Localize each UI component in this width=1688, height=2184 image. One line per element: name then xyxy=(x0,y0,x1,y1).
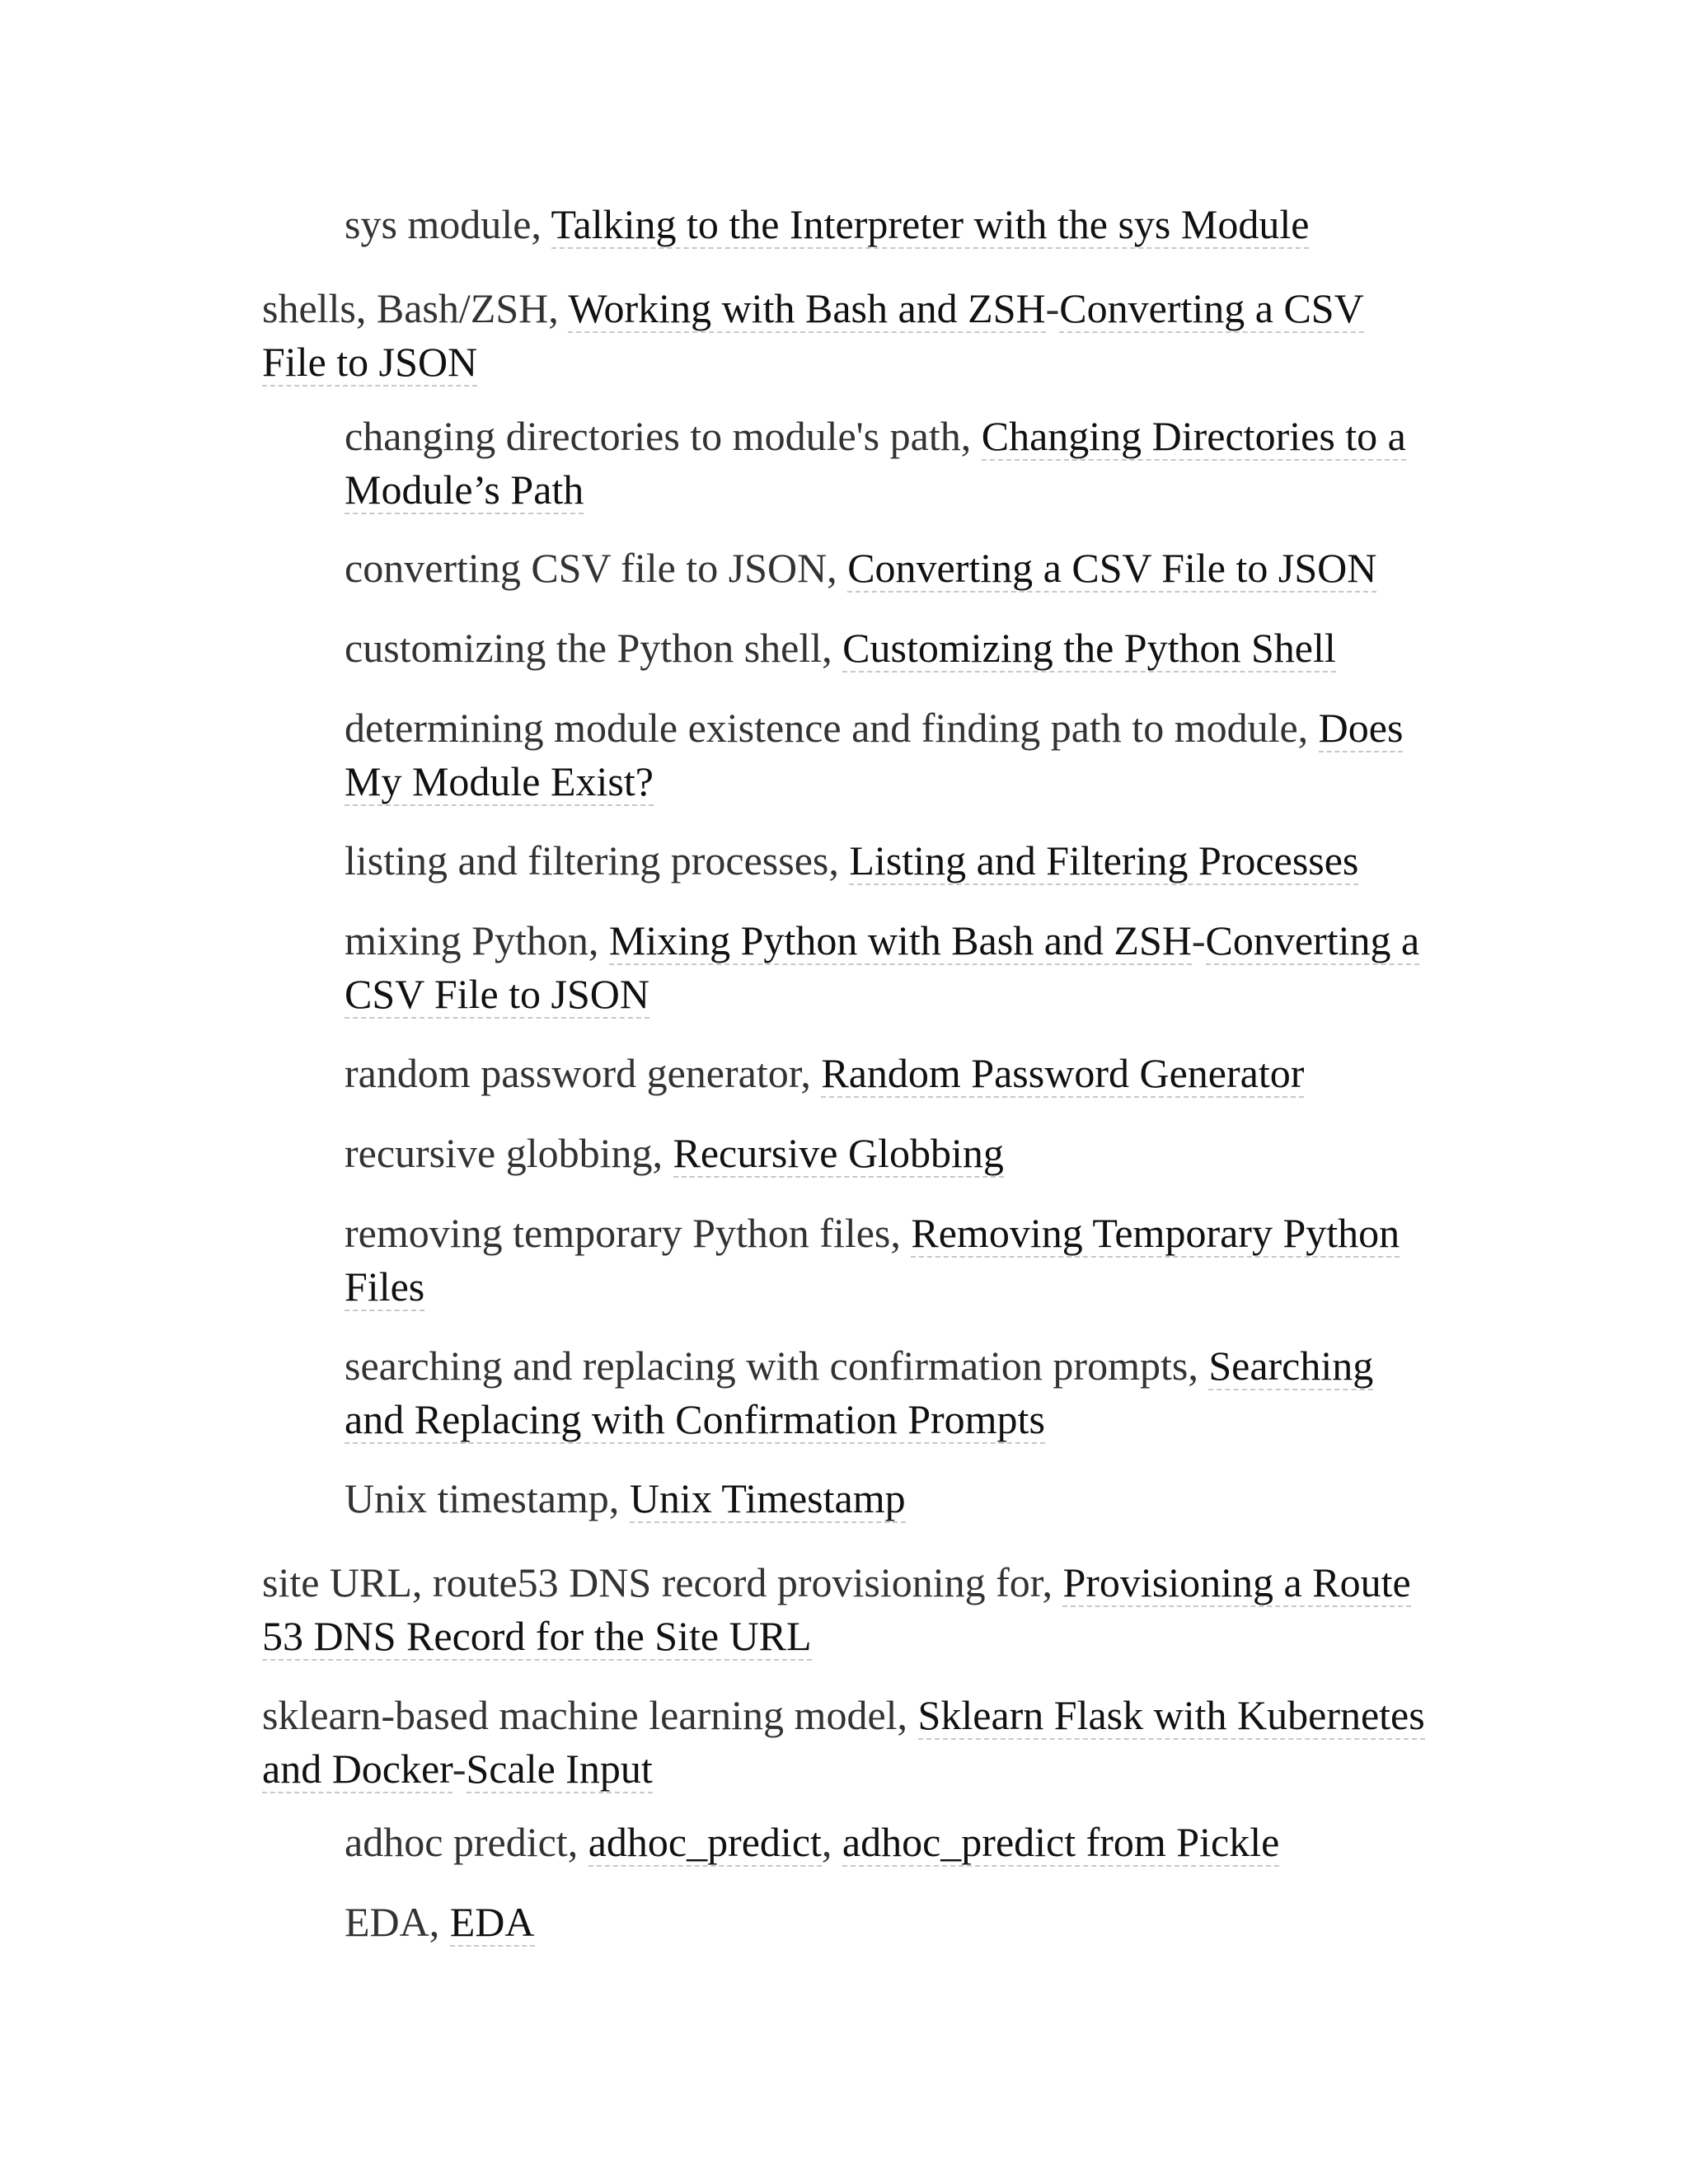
index-term: recursive globbing, xyxy=(345,1130,673,1176)
index-entry-shells xyxy=(262,282,1432,389)
index-entry-recursive-globbing xyxy=(345,1127,1432,1180)
index-link[interactable]: Does My Module Exist? xyxy=(345,705,1404,804)
index-link[interactable]: Recursive Globbing xyxy=(673,1130,1004,1176)
index-link[interactable]: Random Password Generator xyxy=(821,1050,1305,1096)
index-entry-eda xyxy=(345,1896,1432,1949)
index-term: searching and replacing with confirmation prompts, xyxy=(345,1343,1209,1389)
link-separator: , xyxy=(821,1819,842,1865)
index-entry-sys-module xyxy=(345,198,1432,251)
link-separator: - xyxy=(452,1746,467,1792)
index-link[interactable]: Searching and Replacing with Confirmation Prompts xyxy=(345,1343,1374,1442)
index-entry-converting-csv xyxy=(345,541,1432,595)
index-link[interactable]: Converting a CSV File to JSON xyxy=(262,285,1364,385)
index-entry-unix-timestamp xyxy=(345,1472,1432,1526)
index-entry-customizing-shell xyxy=(345,621,1432,675)
index-entry-mixing-python xyxy=(345,914,1432,1021)
index-link[interactable]: Sklearn Flask with Kubernetes and Docker xyxy=(262,1692,1425,1792)
index-entry-search-replace xyxy=(345,1339,1432,1446)
index-link[interactable]: Provisioning a Route 53 DNS Record for the Site URL xyxy=(262,1559,1411,1659)
link-separator: - xyxy=(1045,285,1060,331)
index-term: EDA, xyxy=(345,1899,450,1945)
index-entry-listing-processes xyxy=(345,834,1432,888)
index-link[interactable]: adhoc_predict from Pickle xyxy=(842,1819,1280,1865)
index-term: listing and filtering processes, xyxy=(345,837,850,883)
index-term: sklearn-based machine learning model, xyxy=(262,1692,918,1738)
index-term: Unix timestamp, xyxy=(345,1475,630,1521)
index-term: site URL, route53 DNS record provisioning for, xyxy=(262,1559,1063,1605)
index-term: customizing the Python shell, xyxy=(345,625,843,671)
index-link[interactable]: EDA xyxy=(449,1899,535,1945)
index-entry-random-password xyxy=(345,1047,1432,1100)
index-link[interactable]: Working with Bash and ZSH xyxy=(568,285,1046,331)
index-entry-site-url xyxy=(262,1556,1432,1663)
index-link[interactable]: Scale Input xyxy=(466,1746,653,1792)
index-term: determining module existence and finding path to module, xyxy=(345,705,1319,751)
index-term: sys module, xyxy=(345,201,551,247)
index-term: removing temporary Python files, xyxy=(345,1210,912,1256)
index-term: shells, Bash/ZSH, xyxy=(262,285,569,331)
index-link[interactable]: Customizing the Python Shell xyxy=(842,625,1336,671)
index-link[interactable]: adhoc_predict xyxy=(588,1819,822,1865)
link-separator: - xyxy=(1191,917,1206,963)
index-link[interactable]: Mixing Python with Bash and ZSH xyxy=(608,917,1192,963)
index-term: adhoc predict, xyxy=(345,1819,588,1865)
index-entry-sklearn xyxy=(262,1689,1432,1796)
index-entry-module-existence xyxy=(345,701,1432,808)
index-entry-removing-temp-files xyxy=(345,1207,1432,1314)
index-term: converting CSV file to JSON, xyxy=(345,545,848,591)
index-link[interactable]: Talking to the Interpreter with the sys Module xyxy=(551,201,1310,247)
index-term: changing directories to module's path, xyxy=(345,413,982,459)
index-entry-changing-directories xyxy=(345,410,1432,517)
index-link[interactable]: Converting a CSV File to JSON xyxy=(345,917,1420,1017)
index-term: random password generator, xyxy=(345,1050,822,1096)
index-link[interactable]: Converting a CSV File to JSON xyxy=(847,545,1377,591)
index-link[interactable]: Unix Timestamp xyxy=(629,1475,906,1521)
index-link[interactable]: Listing and Filtering Processes xyxy=(849,837,1359,883)
index-term: mixing Python, xyxy=(345,917,609,963)
index-link[interactable]: Changing Directories to a Module’s Path xyxy=(345,413,1406,513)
index-entry-adhoc-predict xyxy=(345,1816,1432,1869)
index-link[interactable]: Removing Temporary Python Files xyxy=(345,1210,1400,1310)
